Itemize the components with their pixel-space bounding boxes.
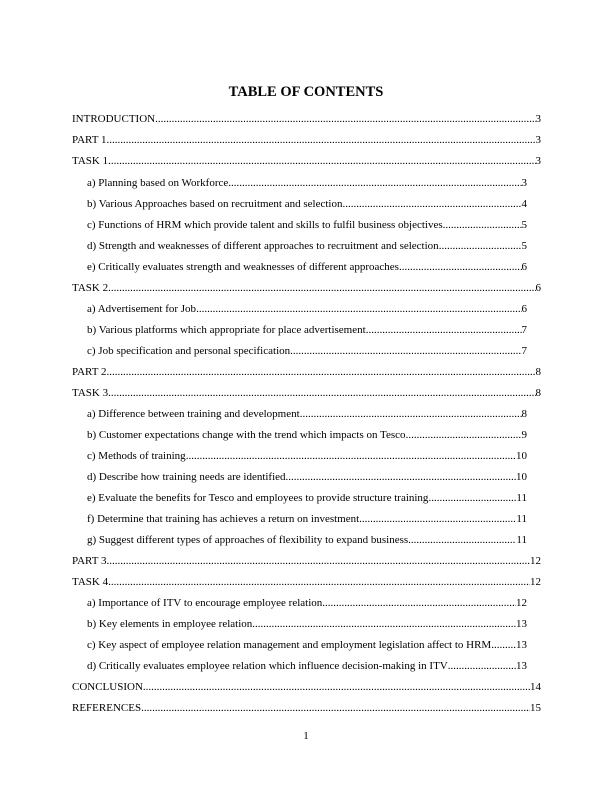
toc-entry-4c[interactable] bbox=[87, 638, 527, 652]
toc-entry-page: 13 bbox=[516, 639, 527, 651]
toc-entry-page: 7 bbox=[521, 345, 527, 357]
toc-entry-1e[interactable] bbox=[87, 260, 527, 274]
toc-entry-page: 5 bbox=[521, 219, 527, 231]
toc-entry-label: a) Importance of ITV to encourage employee relation bbox=[87, 597, 323, 609]
toc-entry-conclusion[interactable] bbox=[72, 680, 541, 694]
toc-entry-label: a) Difference between training and development bbox=[87, 408, 300, 420]
toc-entry-page: 8 bbox=[521, 408, 527, 420]
toc-entry-task-1[interactable] bbox=[72, 154, 541, 168]
toc-entry-label: PART 3 bbox=[72, 555, 107, 567]
toc-entry-label: d) Strength and weaknesses of different approaches to recruitment and selection bbox=[87, 240, 439, 252]
toc-entry-3g[interactable] bbox=[87, 533, 527, 547]
toc-entry-label: c) Key aspect of employee relation management and employment legislation affect to HRM bbox=[87, 639, 492, 651]
toc-entry-page: 11 bbox=[516, 534, 527, 546]
toc-entry-task-2[interactable] bbox=[72, 281, 541, 295]
toc-entry-page: 6 bbox=[535, 282, 541, 294]
toc-entry-references[interactable] bbox=[72, 701, 541, 715]
toc-entry-page: 10 bbox=[516, 450, 527, 462]
toc-entry-page: 8 bbox=[535, 366, 541, 378]
toc-entry-page: 13 bbox=[516, 618, 527, 630]
toc-entry-task-3[interactable] bbox=[72, 386, 541, 400]
toc-entry-4d[interactable] bbox=[87, 659, 527, 673]
toc-entry-label: INTRODUCTION bbox=[72, 113, 156, 125]
toc-entry-label: TASK 1 bbox=[72, 155, 109, 167]
toc-entry-introduction[interactable] bbox=[72, 112, 541, 126]
toc-entry-3e[interactable] bbox=[87, 491, 527, 505]
toc-entry-label: PART 1 bbox=[72, 134, 107, 146]
toc-entry-page: 14 bbox=[530, 681, 541, 693]
toc-entry-label: a) Planning based on Workforce bbox=[87, 177, 229, 189]
toc-entry-2b[interactable] bbox=[87, 323, 527, 337]
toc-entry-label: TASK 4 bbox=[72, 576, 109, 588]
toc-entry-page: 13 bbox=[516, 660, 527, 672]
toc-entry-page: 10 bbox=[516, 471, 527, 483]
toc-entry-page: 6 bbox=[521, 303, 527, 315]
toc-entry-label: TASK 2 bbox=[72, 282, 109, 294]
toc-entry-1a[interactable] bbox=[87, 176, 527, 190]
toc-entry-page: 4 bbox=[521, 198, 527, 210]
toc-entry-label: g) Suggest different types of approaches of flexibility to expand business bbox=[87, 534, 409, 546]
toc-entry-4b[interactable] bbox=[87, 617, 527, 631]
toc-entry-page: 7 bbox=[521, 324, 527, 336]
toc-entry-label: b) Various platforms which appropriate for place advertisement bbox=[87, 324, 366, 336]
toc-entry-3f[interactable] bbox=[87, 512, 527, 526]
toc-entry-page: 3 bbox=[521, 177, 527, 189]
toc-entry-label: CONCLUSION bbox=[72, 681, 143, 693]
toc-entry-label: d) Critically evaluates employee relation which influence decision-making in ITV bbox=[87, 660, 448, 672]
toc-entry-label: PART 2 bbox=[72, 366, 107, 378]
toc-entry-label: c) Functions of HRM which provide talent and skills to fulfil business objectives bbox=[87, 219, 443, 231]
page-number: 1 bbox=[303, 730, 309, 742]
toc-entry-page: 12 bbox=[516, 597, 527, 609]
toc-entry-3d[interactable] bbox=[87, 470, 527, 484]
toc-entry-task-4[interactable] bbox=[72, 575, 541, 589]
toc-entry-page: 3 bbox=[535, 155, 541, 167]
toc-entry-part-1[interactable] bbox=[72, 133, 541, 147]
toc-entry-page: 11 bbox=[516, 492, 527, 504]
toc-entry-3a[interactable] bbox=[87, 407, 527, 421]
toc-title: TABLE OF CONTENTS bbox=[228, 84, 384, 100]
toc-entry-label: REFERENCES bbox=[72, 702, 142, 714]
toc-entry-page: 12 bbox=[530, 555, 541, 567]
toc-entry-label: b) Key elements in employee relation bbox=[87, 618, 253, 630]
toc-entry-label: e) Evaluate the benefits for Tesco and employees to provide structure training bbox=[87, 492, 429, 504]
toc-entry-page: 15 bbox=[530, 702, 541, 714]
toc-entry-page: 8 bbox=[535, 387, 541, 399]
toc-entry-2a[interactable] bbox=[87, 302, 527, 316]
toc-entry-1b[interactable] bbox=[87, 197, 527, 211]
toc-entry-page: 9 bbox=[521, 429, 527, 441]
toc-entry-3c[interactable] bbox=[87, 449, 527, 463]
toc-entry-1c[interactable] bbox=[87, 218, 527, 232]
toc-entry-label: c) Job specification and personal specification bbox=[87, 345, 291, 357]
toc-entry-label: TASK 3 bbox=[72, 387, 109, 399]
toc-entry-page: 3 bbox=[535, 134, 541, 146]
toc-entry-label: b) Customer expectations change with the trend which impacts on Tesco bbox=[87, 429, 406, 441]
toc-entry-page: 12 bbox=[530, 576, 541, 588]
toc-entry-label: f) Determine that training has achieves a return on investment bbox=[87, 513, 360, 525]
toc-entry-page: 5 bbox=[521, 240, 527, 252]
toc-entry-label: b) Various Approaches based on recruitment and selection bbox=[87, 198, 343, 210]
toc-entry-page: 11 bbox=[516, 513, 527, 525]
toc-entry-page: 3 bbox=[535, 113, 541, 125]
toc-entry-label: c) Methods of training bbox=[87, 450, 186, 462]
toc-entry-label: a) Advertisement for Job bbox=[87, 303, 197, 315]
toc-entry-label: d) Describe how training needs are identified bbox=[87, 471, 286, 483]
toc-entry-part-2[interactable] bbox=[72, 365, 541, 379]
toc-entry-1d[interactable] bbox=[87, 239, 527, 253]
toc-entry-label: e) Critically evaluates strength and weaknesses of different approaches bbox=[87, 261, 399, 273]
toc-entry-4a[interactable] bbox=[87, 596, 527, 610]
toc-entry-3b[interactable] bbox=[87, 428, 527, 442]
toc-entry-2c[interactable] bbox=[87, 344, 527, 358]
toc-entry-page: 6 bbox=[521, 261, 527, 273]
toc-entry-part-3[interactable] bbox=[72, 554, 541, 568]
